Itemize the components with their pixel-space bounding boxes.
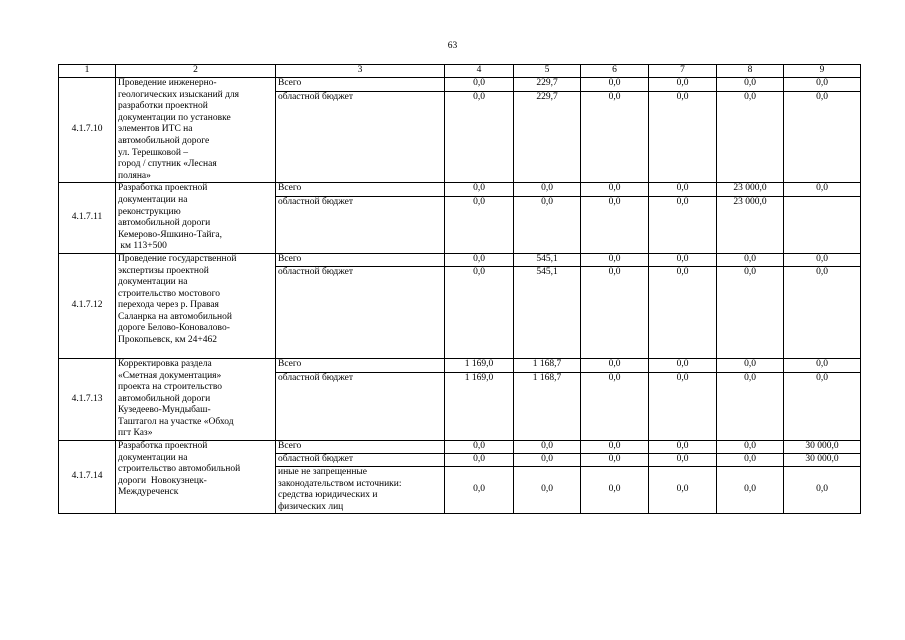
amount-cell: 0,0 [445,454,514,467]
funding-source [276,467,445,514]
amount-cell: 0,0 [514,183,581,196]
description-line: Междуреченск [118,487,179,498]
amount-cell: 0,0 [717,441,784,454]
amount-cell: 0,0 [581,183,649,196]
description-line: документации по установке [118,112,231,123]
amount-cell: 0,0 [649,91,717,183]
description-line: перехода через р. Правая [118,300,219,311]
amount-cell: 0,0 [514,441,581,454]
funding-source: областной бюджет [276,196,445,253]
budget-table [58,64,861,514]
amount-cell: 229,7 [514,91,581,183]
description-line: Прокопьевск, км 24+462 [118,335,217,346]
page-number: 63 [447,41,458,51]
amount-cell: 1 168,7 [514,358,581,372]
description-line: Саланрка на автомобильной [118,311,232,322]
amount-cell: 0,0 [784,467,861,514]
amount-cell: 0,0 [649,373,717,441]
amount-cell: 0,0 [784,358,861,372]
amount-cell: 0,0 [649,253,717,266]
amount-cell: 0,0 [784,78,861,92]
amount-cell: 0,0 [784,91,861,183]
description-line: автомобильной дороги [118,393,211,404]
funding-source-line: иные не запрещенные [278,467,368,478]
description-line: км 113+500 [118,241,167,252]
description-line: ул. Терешковой – [118,147,189,158]
amount-cell: 0,0 [514,196,581,253]
amount-cell: 0,0 [581,358,649,372]
amount-cell [784,196,861,253]
amount-cell: 0,0 [717,78,784,92]
header-cell: 2 [116,65,276,78]
description-line: строительство мостового [118,288,220,299]
header-cell: 9 [784,65,861,78]
amount-cell: 23 000,0 [717,196,784,253]
item-code: 4.1.7.10 [59,78,116,183]
description-line: Кузедеево-Мундыбаш- [118,405,211,416]
amount-cell: 0,0 [717,467,784,514]
description-line: элементов ИТС на [118,124,193,135]
header-cell: 5 [514,65,581,78]
description-line: геологических изысканий для [118,89,240,100]
amount-cell: 229,7 [514,78,581,92]
description-line: дороги Новокузнецк- [118,475,207,486]
item-code: 4.1.7.14 [59,441,116,514]
funding-source: Всего [276,183,445,196]
amount-cell: 1 168,7 [514,373,581,441]
description-line: реконструкцию [118,206,181,217]
description-line: автомобильной дороги [118,218,211,229]
description-line: Кемерово-Яшкино-Тайга, [118,229,222,240]
description-line: Разработка проектной [118,183,208,194]
amount-cell: 0,0 [649,454,717,467]
amount-cell: 0,0 [649,183,717,196]
amount-cell: 0,0 [445,441,514,454]
amount-cell: 30 000,0 [784,454,861,467]
funding-source: Всего [276,358,445,372]
description-line: город / спутник «Лесная [118,159,217,170]
amount-cell: 0,0 [649,266,717,358]
amount-cell: 0,0 [649,441,717,454]
description-line: документации на [118,452,188,463]
description-line: Таштагол на участке «Обход [118,416,234,427]
amount-cell: 0,0 [784,253,861,266]
amount-cell: 0,0 [445,196,514,253]
description-line: автомобильной дороге [118,135,210,146]
amount-cell: 0,0 [581,78,649,92]
description-line: Проведение инженерно- [118,78,217,88]
funding-source: Всего [276,441,445,454]
item-code: 4.1.7.11 [59,183,116,254]
description-line: документации на [118,277,188,288]
funding-source: областной бюджет [276,373,445,441]
description-line: проекта на строительство [118,382,222,393]
amount-cell: 0,0 [445,183,514,196]
amount-cell: 0,0 [649,78,717,92]
header-cell: 4 [445,65,514,78]
description-line: дороге Белово-Коновалово- [118,323,230,334]
funding-source: областной бюджет [276,454,445,467]
amount-cell: 0,0 [784,373,861,441]
item-description [116,183,276,254]
amount-cell: 0,0 [445,78,514,92]
amount-cell: 1 169,0 [445,358,514,372]
amount-cell: 0,0 [581,253,649,266]
header-row [59,65,861,78]
funding-source-line: законодательством источники: [278,478,402,489]
amount-cell: 0,0 [581,467,649,514]
amount-cell: 0,0 [717,91,784,183]
item-description [116,78,276,183]
funding-source: областной бюджет [276,91,445,183]
amount-cell: 0,0 [445,266,514,358]
amount-cell: 0,0 [445,91,514,183]
header-cell: 6 [581,65,649,78]
amount-cell: 0,0 [717,373,784,441]
description-line: строительство автомобильной [118,464,241,475]
item-code: 4.1.7.13 [59,358,116,440]
amount-cell: 0,0 [514,454,581,467]
table-row [59,183,861,196]
amount-cell: 0,0 [784,266,861,358]
description-line: поляна» [118,170,151,181]
amount-cell: 545,1 [514,253,581,266]
table-row [59,358,861,372]
amount-cell: 30 000,0 [784,441,861,454]
amount-cell: 0,0 [514,467,581,514]
header-cell: 3 [276,65,445,78]
description-line: Проведение государственной [118,253,237,264]
amount-cell: 0,0 [717,266,784,358]
amount-cell: 0,0 [581,266,649,358]
amount-cell: 0,0 [581,441,649,454]
amount-cell: 0,0 [717,358,784,372]
header-cell: 7 [649,65,717,78]
item-description [116,441,276,514]
table-row [59,253,861,266]
description-line: Корректировка раздела [118,358,212,369]
funding-source-line: физических лиц [278,501,344,512]
description-line: экспертизы проектной [118,265,209,276]
table-row [59,441,861,454]
amount-cell: 0,0 [717,253,784,266]
header-cell: 8 [717,65,784,78]
amount-cell: 0,0 [717,454,784,467]
amount-cell: 545,1 [514,266,581,358]
item-description [116,253,276,358]
amount-cell: 0,0 [445,253,514,266]
description-line: пгт Каз» [118,428,153,439]
funding-source-line: средства юридических и [278,490,378,501]
item-description [116,358,276,440]
amount-cell: 23 000,0 [717,183,784,196]
amount-cell: 0,0 [581,91,649,183]
amount-cell: 0,0 [784,183,861,196]
description-line: документации на [118,194,188,205]
amount-cell: 0,0 [581,454,649,467]
description-line: Разработка проектной [118,441,208,452]
header-cell: 1 [59,65,116,78]
description-line: «Сметная документация» [118,370,222,381]
funding-source: Всего [276,253,445,266]
table-row [59,78,861,92]
amount-cell: 0,0 [581,196,649,253]
funding-source: областной бюджет [276,266,445,358]
funding-source: Всего [276,78,445,92]
amount-cell: 1 169,0 [445,373,514,441]
amount-cell: 0,0 [649,196,717,253]
amount-cell: 0,0 [581,373,649,441]
description-line: разработки проектной [118,101,208,112]
amount-cell: 0,0 [649,467,717,514]
amount-cell: 0,0 [445,467,514,514]
amount-cell: 0,0 [649,358,717,372]
item-code: 4.1.7.12 [59,253,116,358]
